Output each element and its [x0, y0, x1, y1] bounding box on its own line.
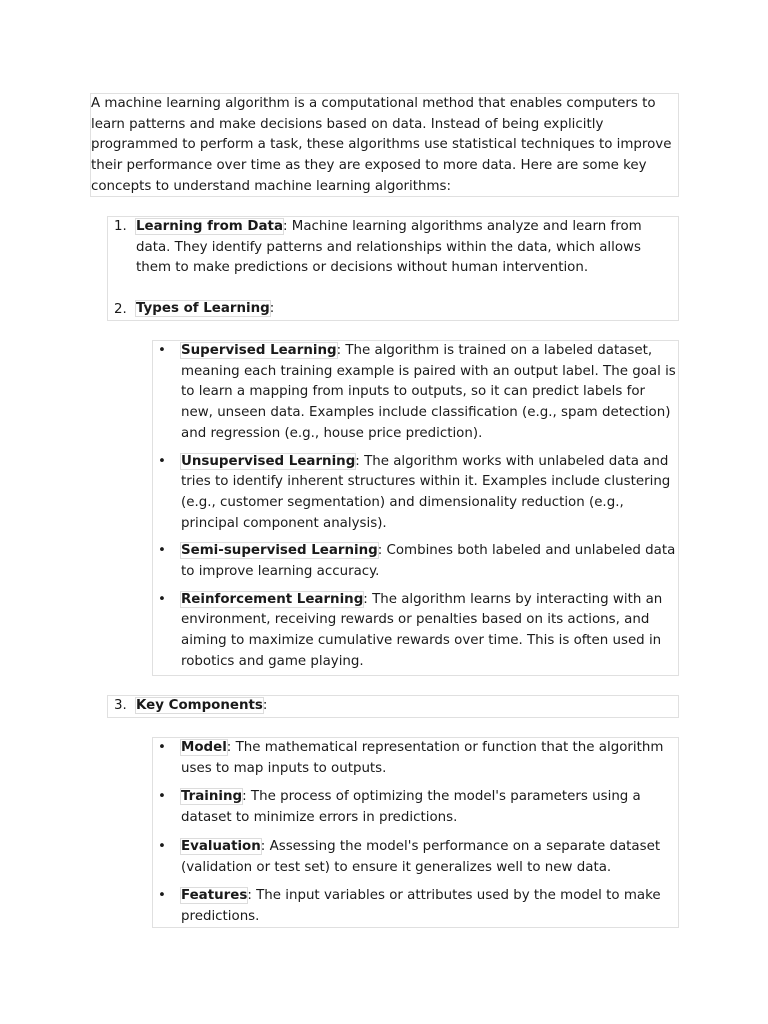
- list-item: [153, 886, 678, 927]
- bullet-icon: •: [158, 591, 166, 607]
- bullet-icon: •: [158, 888, 166, 904]
- section-title: Learning from Data: [136, 219, 283, 234]
- list-item: [153, 341, 678, 445]
- list-item-term: Unsupervised Learning: [181, 453, 356, 469]
- section-title: Types of Learning: [136, 301, 270, 317]
- section-body: [136, 217, 678, 279]
- list-item: [153, 452, 678, 535]
- list-item-term: Semi-supervised Learning: [181, 543, 378, 559]
- section-body: [136, 299, 678, 320]
- list-item-term: Evaluation: [181, 838, 261, 854]
- list-item-text: : Assessing the model's performance on a separate dataset (validation or test set) to ensure it generalizes well to new data.: [181, 838, 661, 875]
- bullet-icon: •: [158, 789, 166, 805]
- section-number: 3.: [114, 698, 127, 713]
- list-item: [153, 738, 678, 779]
- list-item: [153, 541, 678, 582]
- list-item-term: Supervised Learning: [181, 343, 337, 358]
- section-learning-from-data: [107, 216, 679, 321]
- list-item-text: : The input variables or attributes used by the model to make predictions.: [181, 888, 661, 924]
- section-title: Key Components: [136, 698, 263, 713]
- list-item-term: Reinforcement Learning: [181, 591, 364, 607]
- list-item: [153, 787, 678, 828]
- bullet-icon: •: [158, 740, 166, 755]
- intro-block: [90, 93, 679, 197]
- section-text: :: [262, 698, 268, 713]
- bullet-icon: •: [158, 838, 166, 854]
- section-text: : Machine learning algorithms analyze and learn from data. They identify patterns and relationships within the data, which allows them to make predictions or decisions without human intervention.: [136, 219, 642, 276]
- section-text: :: [269, 301, 275, 317]
- list-item-text: : The mathematical representation or function that the algorithm uses to map inputs to outputs.: [181, 740, 664, 776]
- list-item-text: : The algorithm is trained on a labeled dataset, meaning each training example is paired with an output label. The goal is to learn a mapping from inputs to outputs, so it can predict labels for new, unseen data. Examples include classification (e.g., spam detection) and regression (e.g., house price prediction).: [181, 343, 676, 441]
- key-components-list: [152, 737, 679, 928]
- section-body: [136, 696, 678, 717]
- bullet-icon: •: [158, 543, 166, 559]
- section-key-components: [107, 695, 679, 718]
- list-item-text: : Combines both labeled and unlabeled data to improve learning accuracy.: [181, 543, 676, 580]
- list-item-text: : The algorithm works with unlabeled data and tries to identify inherent structures within it. Examples include clustering (e.g., customer segmentation) and dimensionality reduction (e.g., principal component analysis).: [181, 453, 671, 531]
- list-item: [153, 590, 678, 673]
- list-item: [153, 837, 678, 878]
- list-item-term: Features: [181, 888, 248, 904]
- list-item-term: Training: [181, 789, 243, 805]
- bullet-icon: •: [158, 343, 166, 358]
- list-item-text: : The algorithm learns by interacting with an environment, receiving rewards or penalties based on its actions, and aiming to maximize cumulative rewards over time. This is often used in robotics and game playing.: [181, 591, 663, 669]
- section-number: 1.: [114, 219, 127, 234]
- bullet-icon: •: [158, 453, 166, 469]
- learning-types-list: [152, 340, 679, 676]
- section-number: 2.: [114, 302, 127, 317]
- intro-paragraph: A machine learning algorithm is a computational method that enables computers to learn patterns and make decisions based on data. Instead of being explicitly programmed to perform a task, these algorithms use statistical techniques to improve their performance over time as they are exposed to more data. Here are some key concepts to understand machine learning algorithms:: [91, 96, 672, 194]
- list-item-text: : The process of optimizing the model's parameters using a dataset to minimize errors in predictions.: [181, 789, 641, 826]
- list-item-term: Model: [181, 740, 227, 755]
